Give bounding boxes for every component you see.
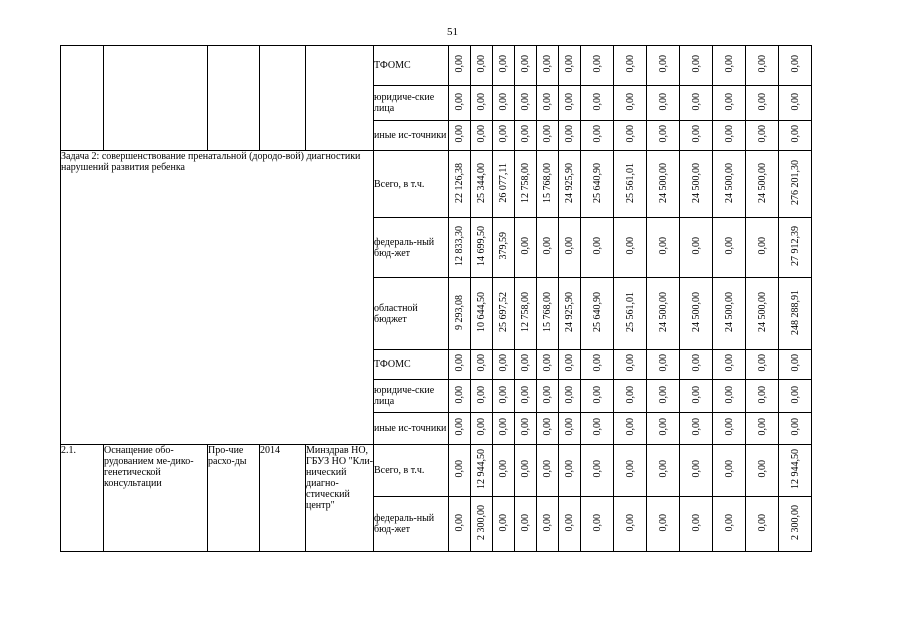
value-cell: 24 925,90 xyxy=(564,292,575,332)
value-cell: 0,00 xyxy=(520,92,531,111)
value-cell: 0,00 xyxy=(498,513,509,532)
value-cell: 0,00 xyxy=(657,385,669,404)
value-cell: 0,00 xyxy=(624,385,636,404)
value-cell: 24 500,00 xyxy=(756,162,768,203)
value-cell: 0,00 xyxy=(624,92,636,111)
value-cell: 0,00 xyxy=(756,354,768,372)
value-cell: 0,00 xyxy=(476,354,487,372)
task-2-title: Задача 2: совершенствование пренатальной (дородо-вой) диагностики нарушений развития ребенка xyxy=(61,151,374,445)
value-cell: 0,00 xyxy=(498,125,509,143)
value-cell: 0,00 xyxy=(723,237,735,255)
value-cell: 0,00 xyxy=(591,92,603,111)
value-cell: 24 500,00 xyxy=(723,292,735,332)
table-row xyxy=(61,445,812,497)
value-cell: 0,00 xyxy=(756,513,768,532)
value-cell: 0,00 xyxy=(564,237,575,255)
value-cell: 0,00 xyxy=(624,513,636,532)
value-cell: 24 925,90 xyxy=(564,162,575,203)
value-cell: 0,00 xyxy=(624,354,636,372)
value-cell: 0,00 xyxy=(564,125,575,143)
value-cell: 2 300,00 xyxy=(789,505,801,540)
value-cell: 15 768,00 xyxy=(542,292,553,332)
empty-cell xyxy=(208,46,260,151)
value-cell: 0,00 xyxy=(723,418,735,436)
value-cell: 0,00 xyxy=(520,418,531,436)
value-cell: 0,00 xyxy=(723,513,735,532)
value-cell: 0,00 xyxy=(454,125,465,143)
value-cell: 0,00 xyxy=(476,125,487,143)
value-cell: 0,00 xyxy=(690,354,702,372)
value-cell: 0,00 xyxy=(657,513,669,532)
value-cell: 0,00 xyxy=(789,92,801,111)
item-name: Оснащение обо-рудованием ме-дико-генетической консультации xyxy=(104,445,208,552)
source-label: Всего, в т.ч. xyxy=(374,445,449,497)
source-label: областной бюджет xyxy=(374,278,449,350)
value-cell: 24 500,00 xyxy=(723,162,735,203)
source-label: Всего, в т.ч. xyxy=(374,151,449,218)
value-cell: 0,00 xyxy=(542,418,553,436)
value-cell: 25 561,01 xyxy=(624,292,636,332)
value-cell: 0,00 xyxy=(723,385,735,404)
value-cell: 0,00 xyxy=(498,385,509,404)
value-cell: 0,00 xyxy=(756,237,768,255)
source-label: ТФОМС xyxy=(374,350,449,380)
value-cell: 0,00 xyxy=(690,460,702,478)
value-cell: 379,59 xyxy=(498,232,509,260)
value-cell: 0,00 xyxy=(789,55,801,73)
value-cell: 0,00 xyxy=(756,460,768,478)
value-cell: 0,00 xyxy=(454,460,465,478)
value-cell: 0,00 xyxy=(723,55,735,73)
value-cell: 0,00 xyxy=(498,92,509,111)
value-cell: 0,00 xyxy=(542,92,553,111)
source-label: иные ис-точники xyxy=(374,413,449,445)
value-cell: 0,00 xyxy=(564,418,575,436)
value-cell: 0,00 xyxy=(657,55,669,73)
value-cell: 0,00 xyxy=(591,418,603,436)
value-cell: 0,00 xyxy=(624,125,636,143)
value-cell: 0,00 xyxy=(476,55,487,73)
value-cell: 0,00 xyxy=(657,460,669,478)
value-cell: 0,00 xyxy=(542,237,553,255)
item-number: 2.1. xyxy=(61,445,104,552)
source-label: иные ис-точники xyxy=(374,121,449,151)
value-cell: 0,00 xyxy=(454,513,465,532)
value-cell: 0,00 xyxy=(591,55,603,73)
value-cell: 0,00 xyxy=(542,385,553,404)
value-cell: 0,00 xyxy=(498,418,509,436)
value-cell: 0,00 xyxy=(564,513,575,532)
value-cell: 0,00 xyxy=(498,55,509,73)
value-cell: 0,00 xyxy=(564,460,575,478)
value-cell: 0,00 xyxy=(476,92,487,111)
value-cell: 0,00 xyxy=(476,385,487,404)
value-cell: 24 500,00 xyxy=(657,292,669,332)
value-cell: 0,00 xyxy=(542,513,553,532)
value-cell: 0,00 xyxy=(454,385,465,404)
value-cell: 0,00 xyxy=(591,237,603,255)
value-cell: 22 126,38 xyxy=(454,162,465,203)
value-cell: 14 699,50 xyxy=(476,226,487,266)
value-cell: 12 758,00 xyxy=(520,292,531,332)
table-row xyxy=(61,46,812,86)
value-cell: 0,00 xyxy=(756,385,768,404)
value-cell: 0,00 xyxy=(756,418,768,436)
value-cell: 276 201,30 xyxy=(789,160,801,205)
value-cell: 0,00 xyxy=(690,125,702,143)
value-cell: 0,00 xyxy=(591,460,603,478)
value-cell: 0,00 xyxy=(723,92,735,111)
value-cell: 9 293,08 xyxy=(454,294,465,330)
value-cell: 12 833,30 xyxy=(454,226,465,266)
value-cell: 0,00 xyxy=(591,354,603,372)
value-cell: 0,00 xyxy=(542,460,553,478)
value-cell: 0,00 xyxy=(498,354,509,372)
value-cell: 0,00 xyxy=(520,385,531,404)
value-cell: 0,00 xyxy=(520,460,531,478)
value-cell: 0,00 xyxy=(454,92,465,111)
value-cell: 0,00 xyxy=(454,354,465,372)
value-cell: 0,00 xyxy=(690,92,702,111)
value-cell: 0,00 xyxy=(591,125,603,143)
value-cell: 12 944,50 xyxy=(789,449,801,489)
value-cell: 0,00 xyxy=(476,418,487,436)
source-label: ТФОМС xyxy=(374,46,449,86)
value-cell: 10 644,50 xyxy=(476,292,487,332)
value-cell: 24 500,00 xyxy=(657,162,669,203)
value-cell: 0,00 xyxy=(591,513,603,532)
value-cell: 25 561,01 xyxy=(624,162,636,203)
value-cell: 12 758,00 xyxy=(520,162,531,203)
value-cell: 0,00 xyxy=(564,354,575,372)
value-cell: 0,00 xyxy=(520,237,531,255)
value-cell: 0,00 xyxy=(624,460,636,478)
value-cell: 25 640,90 xyxy=(591,292,603,332)
item-executor: Минздрав НО, ГБУЗ НО "Кли-нический диагно-стический центр" xyxy=(306,445,374,552)
empty-cell xyxy=(306,46,374,151)
value-cell: 0,00 xyxy=(756,125,768,143)
value-cell: 0,00 xyxy=(520,55,531,73)
empty-cell xyxy=(104,46,208,151)
value-cell: 0,00 xyxy=(520,354,531,372)
value-cell: 0,00 xyxy=(789,385,801,404)
value-cell: 0,00 xyxy=(542,354,553,372)
value-cell: 0,00 xyxy=(657,92,669,111)
value-cell: 0,00 xyxy=(756,92,768,111)
value-cell: 15 768,00 xyxy=(542,162,553,203)
value-cell: 24 500,00 xyxy=(756,292,768,332)
source-label: юридиче-ские лица xyxy=(374,86,449,121)
value-cell: 0,00 xyxy=(624,237,636,255)
table-row xyxy=(61,151,812,218)
value-cell: 0,00 xyxy=(624,55,636,73)
source-label: юридиче-ские лица xyxy=(374,380,449,413)
value-cell: 25 344,00 xyxy=(476,162,487,203)
value-cell: 0,00 xyxy=(498,460,509,478)
value-cell: 25 697,52 xyxy=(498,292,509,332)
item-expense-type: Про-чие расхо-ды xyxy=(208,445,260,552)
value-cell: 0,00 xyxy=(657,125,669,143)
value-cell: 0,00 xyxy=(723,460,735,478)
value-cell: 0,00 xyxy=(591,385,603,404)
value-cell: 0,00 xyxy=(454,418,465,436)
empty-cell xyxy=(260,46,306,151)
value-cell: 0,00 xyxy=(690,513,702,532)
value-cell: 0,00 xyxy=(520,125,531,143)
value-cell: 0,00 xyxy=(520,513,531,532)
source-label: федераль-ный бюд-жет xyxy=(374,497,449,552)
value-cell: 0,00 xyxy=(657,418,669,436)
value-cell: 24 500,00 xyxy=(690,162,702,203)
value-cell: 0,00 xyxy=(542,125,553,143)
source-label: федераль-ный бюд-жет xyxy=(374,218,449,278)
value-cell: 0,00 xyxy=(723,125,735,143)
empty-cell xyxy=(61,46,104,151)
value-cell: 0,00 xyxy=(690,55,702,73)
value-cell: 0,00 xyxy=(756,55,768,73)
value-cell: 0,00 xyxy=(690,418,702,436)
value-cell: 26 077,11 xyxy=(498,162,509,203)
value-cell: 27 912,39 xyxy=(789,226,801,266)
value-cell: 0,00 xyxy=(454,55,465,73)
value-cell: 0,00 xyxy=(789,418,801,436)
item-year: 2014 xyxy=(260,445,306,552)
budget-table xyxy=(60,45,812,552)
value-cell: 2 300,00 xyxy=(476,505,487,540)
value-cell: 0,00 xyxy=(789,354,801,372)
value-cell: 0,00 xyxy=(690,237,702,255)
value-cell: 0,00 xyxy=(723,354,735,372)
value-cell: 0,00 xyxy=(564,55,575,73)
value-cell: 24 500,00 xyxy=(690,292,702,332)
value-cell: 0,00 xyxy=(657,354,669,372)
value-cell: 25 640,90 xyxy=(591,162,603,203)
value-cell: 12 944,50 xyxy=(476,449,487,489)
page-number: 51 xyxy=(447,26,458,38)
value-cell: 248 288,91 xyxy=(789,289,801,335)
value-cell: 0,00 xyxy=(542,55,553,73)
value-cell: 0,00 xyxy=(624,418,636,436)
value-cell: 0,00 xyxy=(657,237,669,255)
value-cell: 0,00 xyxy=(690,385,702,404)
value-cell: 0,00 xyxy=(789,125,801,143)
value-cell: 0,00 xyxy=(564,92,575,111)
value-cell: 0,00 xyxy=(564,385,575,404)
